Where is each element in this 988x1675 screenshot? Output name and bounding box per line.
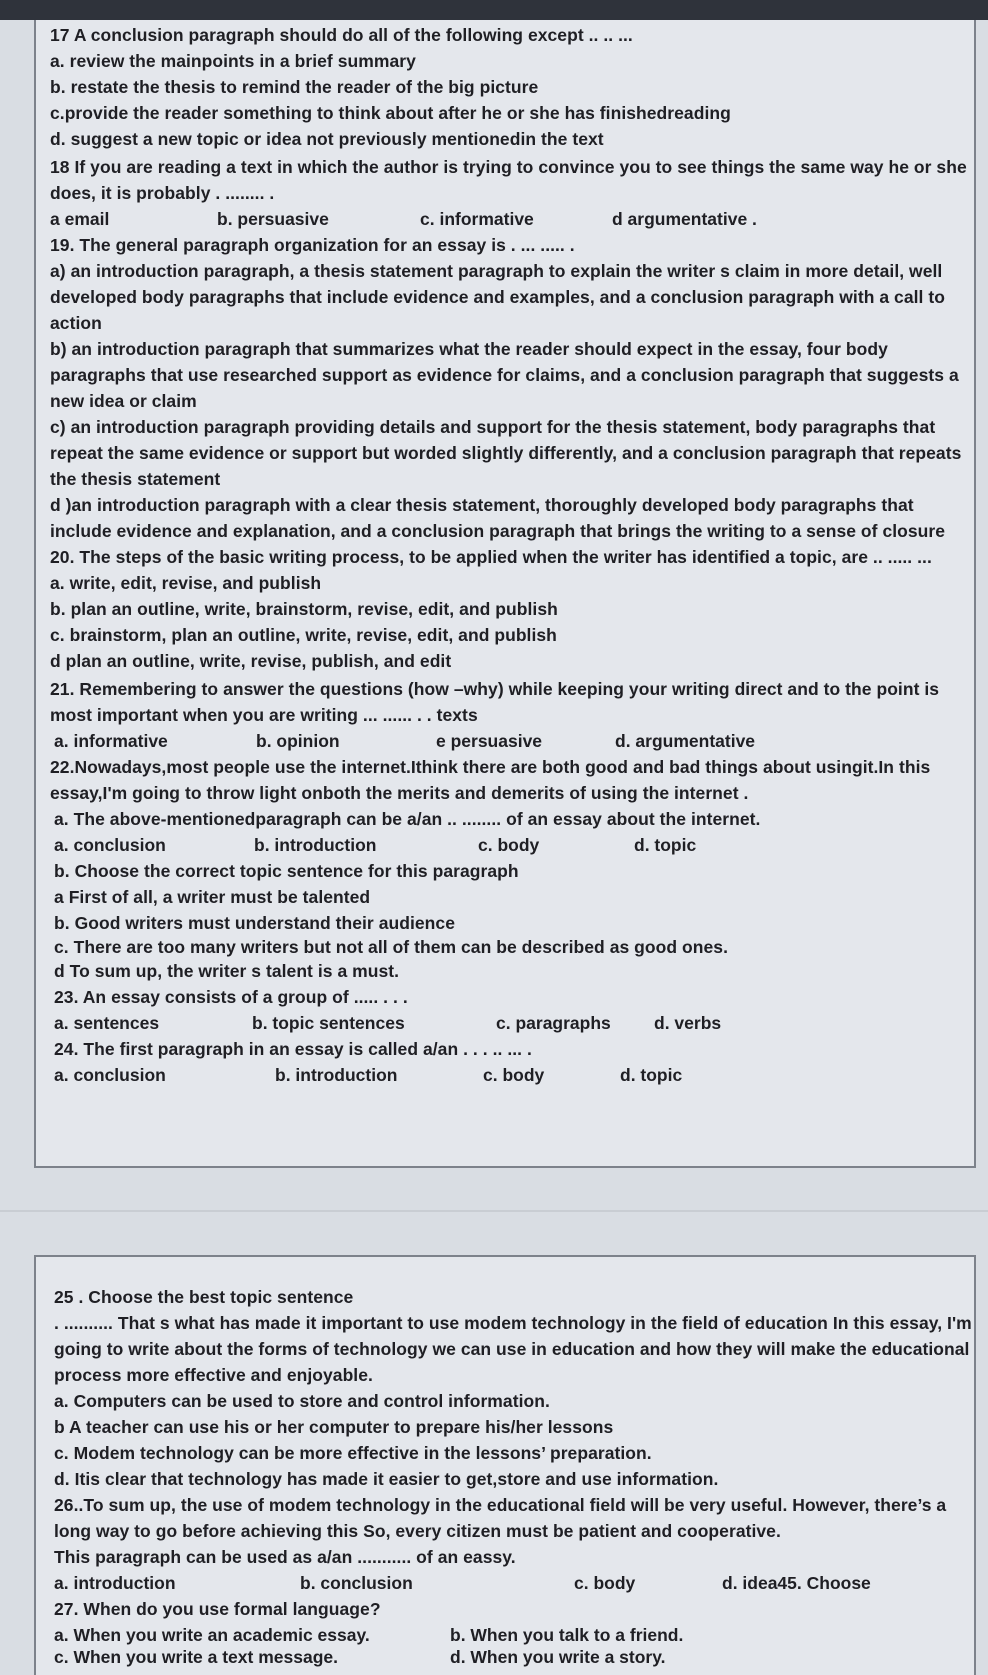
q21-option-b: b. opinion (256, 731, 340, 751)
q22-subquestion-b: b. Choose the correct topic sentence for this paragraph (54, 861, 519, 881)
q18-option-a: a email (50, 209, 110, 229)
q21-option-d: d. argumentative (615, 731, 756, 751)
q23-stem: 23. An essay consists of a group of ..... . . . (54, 987, 408, 1007)
q21-option-c: e persuasive (436, 731, 543, 751)
q19-option-d-line-2: include evidence and explanation, and a conclusion paragraph that brings the writing to a sense of closure (50, 521, 946, 541)
q26-option-c: c. body (574, 1573, 636, 1593)
q19-option-b-line-3: new idea or claim (50, 391, 197, 411)
q27-option-a: a. When you write an academic essay. (54, 1625, 370, 1645)
q17-option-a: a. review the mainpoints in a brief summary (50, 51, 416, 71)
q22-stem-line-1: 22.Nowadays,most people use the internet.Ithink there are both good and bad things about usingit.In this (50, 757, 931, 777)
q25-option-d: d. Itis clear that technology has made it easier to get,store and use information. (54, 1469, 719, 1489)
q17-option-b: b. restate the thesis to remind the reader of the big picture (50, 77, 539, 97)
q19-option-a-line-2: developed body paragraphs that include evidence and examples, and a conclusion paragraph with a call to (50, 287, 945, 307)
q20-option-d: d plan an outline, write, revise, publish, and edit (50, 651, 452, 671)
q17-stem: 17 A conclusion paragraph should do all of the following except .. .. ... (50, 25, 633, 45)
q22b-option-c: c. There are too many writers but not all of them can be described as good ones. (54, 937, 729, 957)
q20-stem: 20. The steps of the basic writing process, to be applied when the writer has identified a topic, are .. ..... ... (50, 547, 932, 567)
q19-option-c-line-1: c) an introduction paragraph providing details and support for the thesis statement, body paragraphs that (50, 417, 936, 437)
q19-option-a-line-1: a) an introduction paragraph, a thesis statement paragraph to explain the writer s claim in more detail, well (50, 261, 943, 281)
q18-stem-line-2: does, it is probably . ........ . (50, 183, 275, 203)
q23-option-a: a. sentences (54, 1013, 160, 1033)
q26-option-a: a. introduction (54, 1573, 176, 1593)
q26-stem-line-1: 26..To sum up, the use of modem technology in the educational field will be very useful. However, there’s a (54, 1495, 947, 1515)
q25-option-a: a. Computers can be used to store and control information. (54, 1391, 550, 1411)
q27-stem: 27. When do you use formal language? (54, 1599, 381, 1619)
q24-option-d: d. topic (620, 1065, 683, 1085)
q19-stem: 19. The general paragraph organization for an essay is . ... ..... . (50, 235, 575, 255)
q25-passage-line-1: . .......... That s what has made it important to use modem technology in the field of education In this essay, I'm (54, 1313, 972, 1333)
q22a-option-a: a. conclusion (54, 835, 166, 855)
page-gap-divider (0, 1210, 988, 1212)
q19-option-b-line-1: b) an introduction paragraph that summarizes what the reader should expect in the essay, four body (50, 339, 888, 359)
q17-option-c: c.provide the reader something to think about after he or she has finishedreading (50, 103, 731, 123)
q20-option-c: c. brainstorm, plan an outline, write, revise, edit, and publish (50, 625, 557, 645)
q27-option-b: b. When you talk to a friend. (450, 1625, 684, 1645)
q19-option-d-line-1: d )an introduction paragraph with a clear thesis statement, thoroughly developed body paragraphs that (50, 495, 914, 515)
q25-passage-line-2: going to write about the forms of technology we can use in education and how they will make the educational (54, 1339, 970, 1359)
q18-option-b: b. persuasive (217, 209, 329, 229)
q25-stem: 25 . Choose the best topic sentence (54, 1287, 354, 1307)
q19-option-c-line-3: the thesis statement (50, 469, 221, 489)
q22b-option-d: d To sum up, the writer s talent is a must. (54, 961, 400, 981)
q22b-option-b: b. Good writers must understand their audience (54, 913, 455, 933)
q21-stem-line-1: 21. Remembering to answer the questions (how –why) while keeping your writing direct and to the point is (50, 679, 940, 699)
q25-option-c: c. Modem technology can be more effective in the lessons’ preparation. (54, 1443, 652, 1463)
q26-stem-line-3: This paragraph can be used as a/an ........... of an eassy. (54, 1547, 516, 1567)
q27-option-d: d. When you write a story. (450, 1647, 666, 1667)
q21-option-a: a. informative (54, 731, 168, 751)
q19-option-a-line-3: action (50, 313, 102, 333)
q19-option-c-line-2: repeat the same evidence or support but worded slightly differently, and a conclusion paragraph that repeats (50, 443, 962, 463)
q24-option-b: b. introduction (275, 1065, 398, 1085)
q22-subquestion-a: a. The above-mentionedparagraph can be a/an .. ........ of an essay about the internet. (54, 809, 761, 829)
q27-option-c: c. When you write a text message. (54, 1647, 338, 1667)
q25-passage-line-3: process more effective and enjoyable. (54, 1365, 373, 1385)
q25-option-b: b A teacher can use his or her computer to prepare his/her lessons (54, 1417, 614, 1437)
q18-stem-line-1: 18 If you are reading a text in which the author is trying to convince you to see things the same way he or she (50, 157, 967, 177)
q24-stem: 24. The first paragraph in an essay is called a/an . . . .. ... . (54, 1039, 532, 1059)
top-dark-strip (0, 0, 988, 20)
q22a-option-d: d. topic (634, 835, 697, 855)
q21-stem-line-2: most important when you are writing ... ...... . . texts (50, 705, 478, 725)
q22a-option-c: c. body (478, 835, 540, 855)
q18-option-c: c. informative (420, 209, 534, 229)
q23-option-b: b. topic sentences (252, 1013, 405, 1033)
q20-option-a: a. write, edit, revise, and publish (50, 573, 322, 593)
q22-stem-line-2: essay,I'm going to throw light onboth the merits and demerits of using the internet . (50, 783, 749, 803)
q17-option-d: d. suggest a new topic or idea not previously mentionedin the text (50, 129, 604, 149)
q22b-option-a: a First of all, a writer must be talented (54, 887, 371, 907)
q23-option-c: c. paragraphs (496, 1013, 611, 1033)
q24-option-a: a. conclusion (54, 1065, 166, 1085)
q20-option-b: b. plan an outline, write, brainstorm, revise, edit, and publish (50, 599, 558, 619)
q18-option-d: d argumentative . (612, 209, 757, 229)
q26-option-d: d. idea45. Choose (722, 1573, 871, 1593)
q23-option-d: d. verbs (654, 1013, 722, 1033)
q22a-option-b: b. introduction (254, 835, 377, 855)
q26-stem-line-2: long way to go before achieving this So, every citizen must be patient and cooperative. (54, 1521, 781, 1541)
q26-option-b: b. conclusion (300, 1573, 413, 1593)
q24-option-c: c. body (483, 1065, 545, 1085)
q19-option-b-line-2: paragraphs that use researched support as evidence for claims, and a conclusion paragraph that suggests a (50, 365, 959, 385)
